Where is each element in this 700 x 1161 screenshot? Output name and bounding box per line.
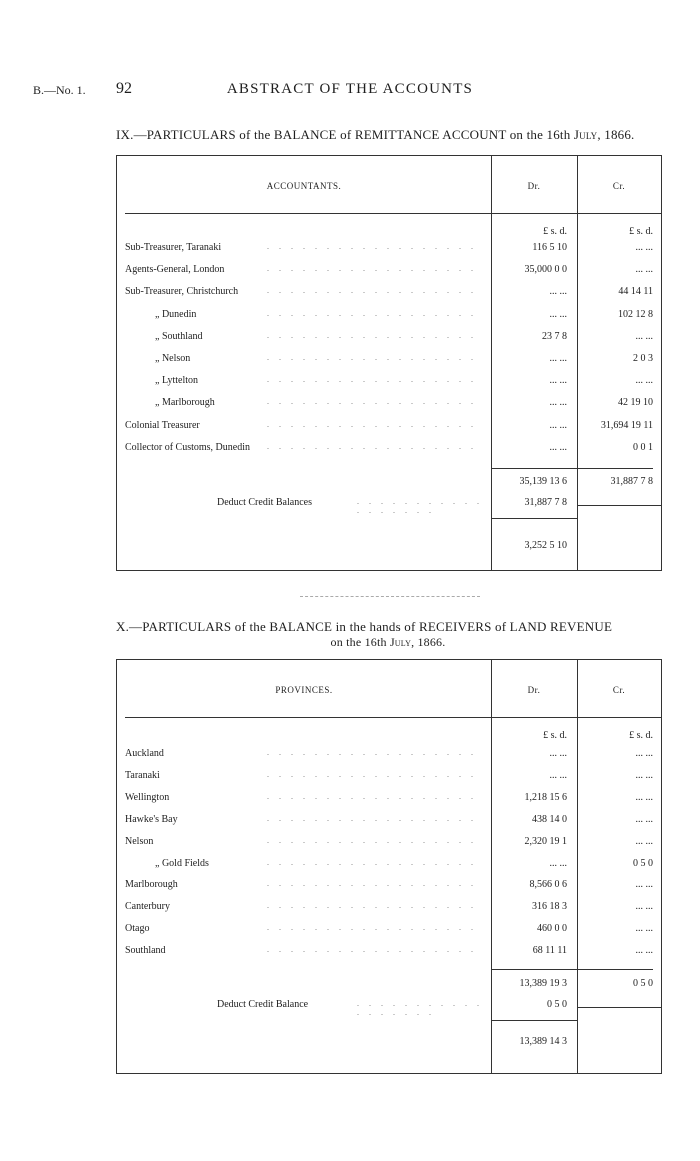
cr-amount: 2 0 3 — [633, 353, 653, 364]
cr-amount: ... ... — [635, 879, 653, 891]
row-label: „ Lyttelton — [155, 375, 199, 387]
table-row — [117, 353, 661, 373]
cr-amount: ... ... — [635, 748, 653, 759]
leader-dots: . . . . . . . . . . . . . . . . . . — [357, 497, 483, 515]
table-row — [117, 879, 661, 899]
row-label: Nelson — [125, 835, 154, 847]
dr-amount: ... ... — [549, 769, 567, 781]
table-row — [117, 309, 661, 329]
row-label: Collector of Customs, Dunedin — [125, 441, 250, 453]
column-header-dr: Dr. — [527, 685, 541, 695]
row-label: Taranaki — [125, 769, 160, 781]
table-row — [117, 836, 661, 856]
unit-header-cr: £ s. d. — [629, 226, 653, 237]
total-cr: 31,887 7 8 — [610, 476, 653, 487]
cr-amount: ... ... — [635, 923, 653, 935]
cr-amount: ... ... — [635, 242, 653, 253]
table-row — [117, 420, 661, 440]
leader-dots: . . . . . . . . . . . . . . . . . . — [267, 857, 477, 867]
balance-dr: 3,252 5 10 — [524, 540, 567, 551]
dr-amount: ... ... — [549, 308, 567, 320]
leader-dots: . . . . . . . . . . . . . . . . . . — [267, 242, 477, 251]
cr-amount: 102 12 8 — [618, 308, 653, 320]
leader-dots: . . . . . . . . . . . . . . . . . . — [267, 264, 477, 274]
deduct-label: Deduct Credit Balances — [217, 497, 312, 508]
cr-amount: ... ... — [635, 264, 653, 276]
total-cr: 0 5 0 — [633, 978, 653, 989]
table-row — [117, 242, 661, 262]
cr-amount: ... ... — [635, 791, 653, 803]
row-label: Hawke's Bay — [125, 813, 178, 825]
cr-amount: 0 0 1 — [633, 441, 653, 453]
table-row — [117, 442, 661, 462]
dr-amount: 1,218 15 6 — [524, 791, 567, 803]
dr-amount: 460 0 0 — [537, 923, 567, 935]
row-label: Wellington — [125, 791, 170, 803]
cr-amount: 42 19 10 — [618, 397, 653, 409]
row-label: Colonial Treasurer — [125, 419, 200, 431]
row-label: Southland — [125, 945, 166, 957]
deduct-row — [117, 999, 661, 1019]
column-header-cr: Cr. — [612, 181, 626, 191]
row-label: Sub-Treasurer, Christchurch — [125, 286, 239, 298]
section-x-title-line1: X.—PARTICULARS of the BALANCE in the hands of RECEIVERS of LAND REVENUE — [116, 619, 613, 634]
leader-dots: . . . . . . . . . . . . . . . . . . — [267, 397, 477, 407]
leader-dots: . . . . . . . . . . . . . . . . . . — [267, 923, 477, 933]
dr-amount: ... ... — [549, 748, 567, 759]
row-label: Sub-Treasurer, Taranaki — [125, 242, 222, 253]
column-header-cr: Cr. — [612, 685, 626, 695]
section-x-title-line2: on the 16th July, 1866. — [330, 635, 446, 649]
table-row — [117, 945, 661, 965]
leader-dots: . . . . . . . . . . . . . . . . . . — [267, 791, 477, 801]
leader-dots: . . . . . . . . . . . . . . . . . . — [267, 813, 477, 823]
deduct-dr: 31,887 7 8 — [524, 497, 567, 508]
table-row — [117, 397, 661, 417]
remittance-account-table — [116, 155, 662, 571]
leader-dots: . . . . . . . . . . . . . . . . . . — [267, 330, 477, 340]
balance-dr: 13,389 14 3 — [519, 1036, 567, 1047]
row-label: Marlborough — [125, 879, 178, 891]
total-dr: 13,389 19 3 — [519, 978, 567, 989]
cr-amount: ... ... — [635, 769, 653, 781]
leader-dots: . . . . . . . . . . . . . . . . . . — [267, 879, 477, 889]
table-row — [117, 814, 661, 834]
cr-amount: 31,694 19 11 — [600, 419, 653, 431]
leader-dots: . . . . . . . . . . . . . . . . . . — [267, 286, 477, 296]
column-header-accountants: ACCOUNTANTS. — [266, 181, 342, 191]
leader-dots: . . . . . . . . . . . . . . . . . . — [267, 441, 477, 451]
page-number: 92 — [116, 80, 132, 97]
table-row — [117, 858, 661, 878]
table-row — [117, 264, 661, 284]
table-row — [117, 770, 661, 790]
dr-amount: 316 18 3 — [532, 901, 567, 913]
page-title: ABSTRACT OF THE ACCOUNTS — [226, 81, 474, 97]
leader-dots: . . . . . . . . . . . . . . . . . . — [267, 353, 477, 362]
dr-amount: ... ... — [549, 441, 567, 453]
dr-amount: ... ... — [549, 286, 567, 298]
column-header-provinces: PROVINCES. — [275, 685, 333, 695]
dr-amount: 68 11 11 — [532, 945, 567, 957]
dr-amount: ... ... — [549, 375, 567, 387]
leader-dots: . . . . . . . . . . . . . . . . . . — [357, 999, 483, 1017]
leader-dots: . . . . . . . . . . . . . . . . . . — [267, 419, 477, 429]
dr-amount: ... ... — [549, 353, 567, 364]
unit-header-dr: £ s. d. — [543, 730, 567, 741]
dr-amount: 2,320 19 1 — [524, 835, 567, 847]
leader-dots: . . . . . . . . . . . . . . . . . . — [267, 769, 477, 779]
unit-header-dr: £ s. d. — [543, 226, 567, 237]
row-label: „ Dunedin — [155, 308, 197, 320]
land-revenue-table — [116, 659, 662, 1074]
leader-dots: . . . . . . . . . . . . . . . . . . — [267, 901, 477, 911]
table-row — [117, 286, 661, 306]
dr-amount: 35,000 0 0 — [524, 264, 567, 276]
cr-amount: ... ... — [635, 945, 653, 957]
table-row — [117, 901, 661, 921]
table-row — [117, 331, 661, 351]
row-label: „ Gold Fields — [155, 857, 209, 869]
table-row — [117, 375, 661, 395]
dr-amount: ... ... — [549, 857, 567, 869]
row-label: Otago — [125, 923, 150, 935]
cr-amount: ... ... — [635, 375, 653, 387]
document-reference: B.—No. 1. — [33, 83, 86, 97]
cr-amount: ... ... — [635, 835, 653, 847]
dr-amount: 23 7 8 — [542, 330, 567, 342]
row-label: Canterbury — [125, 901, 170, 913]
deduct-label: Deduct Credit Balance — [217, 999, 309, 1010]
row-label: Agents-General, London — [125, 264, 225, 276]
unit-header-cr: £ s. d. — [629, 730, 653, 741]
column-header-dr: Dr. — [527, 181, 541, 191]
cr-amount: 0 5 0 — [633, 857, 653, 869]
leader-dots: . . . . . . . . . . . . . . . . . . — [267, 308, 477, 318]
cr-amount: ... ... — [635, 330, 653, 342]
leader-dots: . . . . . . . . . . . . . . . . . . — [267, 945, 477, 955]
section-divider — [300, 596, 480, 597]
cr-amount: 44 14 11 — [618, 286, 653, 298]
leader-dots: . . . . . . . . . . . . . . . . . . — [267, 748, 477, 757]
dr-amount: 116 5 10 — [532, 242, 567, 253]
row-label: „ Marlborough — [155, 397, 215, 409]
total-dr: 35,139 13 6 — [519, 476, 567, 487]
leader-dots: . . . . . . . . . . . . . . . . . . — [267, 375, 477, 385]
dr-amount: ... ... — [549, 397, 567, 409]
row-label: „ Southland — [155, 330, 203, 342]
dr-amount: 8,566 0 6 — [529, 879, 567, 891]
section-ix-title: IX.—PARTICULARS of the BALANCE of REMITTANCE ACCOUNT on the 16th July, 1866. — [116, 127, 635, 142]
row-label: Auckland — [125, 748, 164, 759]
dr-amount: ... ... — [549, 419, 567, 431]
cr-amount: ... ... — [635, 901, 653, 913]
deduct-row — [117, 497, 661, 517]
dr-amount: 438 14 0 — [532, 813, 567, 825]
row-label: „ Nelson — [155, 353, 191, 364]
table-row — [117, 923, 661, 943]
table-row — [117, 792, 661, 812]
leader-dots: . . . . . . . . . . . . . . . . . . — [267, 835, 477, 845]
deduct-dr: 0 5 0 — [547, 999, 567, 1010]
table-row — [117, 748, 661, 768]
cr-amount: ... ... — [635, 813, 653, 825]
